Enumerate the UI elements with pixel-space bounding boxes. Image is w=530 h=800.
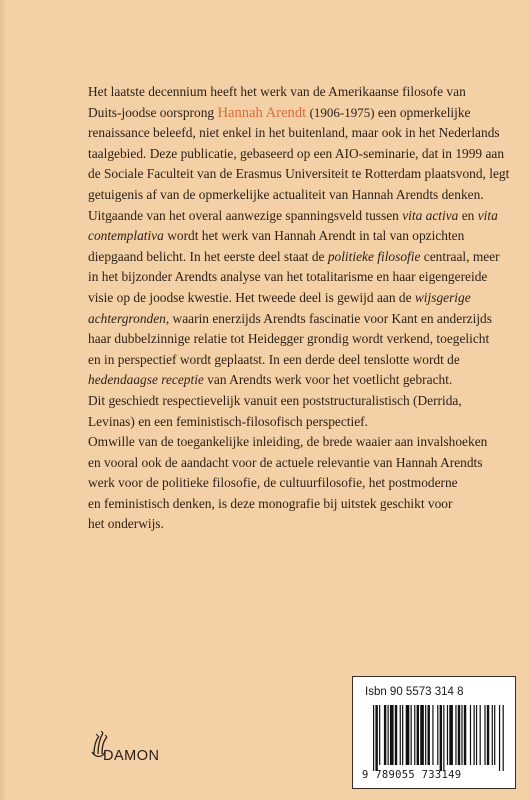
blurb-text: visie op de joodse kwestie. Het tweede deel is gewijd aan de [88,289,415,305]
barcode-bar [437,705,438,765]
barcode-bar [373,705,374,771]
barcode-bar [476,705,477,765]
italic-term: vita [477,207,498,223]
barcode-bar [402,705,403,765]
barcode-bar [440,705,442,771]
blurb-text: getuigenis af van de opmerkelijke actualiteit van Hannah Arendts denken. [88,186,484,202]
barcode-bar [384,705,386,765]
blurb-text: haar dubbelzinnige relatie tot Heidegger grondig wordt verkend, toegelicht [88,331,490,347]
blurb-text: het onderwijs. [88,516,164,532]
blurb-text: Dit geschiedt respectievelijk vanuit een poststructuralistisch (Derrida, [88,392,462,408]
barcode-bar [492,705,493,765]
blurb-line [88,309,503,330]
blurb-text: en vooral ook de aandacht voor de actuele relevantie van Hannah Arendts [88,454,483,470]
barcode-bar [461,705,462,765]
blurb-line [88,206,503,227]
isbn-barcode-box [352,676,516,789]
barcode-bar [395,705,397,765]
barcode-bar [455,705,456,765]
blurb-line [88,267,503,288]
barcode-bar [425,705,426,765]
italic-term: wijsgerige [414,289,471,305]
barcode-bar [379,705,380,765]
italic-term: hedendaagse receptie [88,372,204,388]
blurb-text: en [458,207,478,223]
blurb-line [88,412,503,433]
blurb-line [88,247,503,268]
back-cover-blurb [88,82,510,535]
barcode-bar [390,705,394,765]
blurb-text: , waarin enerzijds Arendts fascinatie voor Kant en anderzijds [165,310,492,326]
barcode [373,705,505,771]
blurb-text: een opmerkelijke [374,104,471,120]
blurb-text: de Sociale Faculteit van de Erasmus Universiteit te Rotterdam plaatsvond, legt [88,166,510,182]
blurb-line [88,432,503,453]
blurb-line [88,226,503,247]
barcode-bar [447,705,448,765]
barcode-bar [494,705,495,765]
barcode-bar [458,705,460,765]
blurb-line [88,350,503,371]
blurb-line [88,164,510,185]
barcode-bar [428,705,430,765]
blurb-text: en in perspectief wordt geplaatst. In een derde deel tenslotte wordt de [88,351,460,367]
author-name-highlight: Hannah Arendt [217,104,307,121]
blurb-line [88,494,503,515]
barcode-bar [417,705,419,765]
blurb-line [88,288,503,309]
barcode-bar [432,705,433,765]
barcode-bar [420,705,424,765]
blurb-text: Duits-joodse oorsprong [88,104,218,120]
blurb-text: centraal, meer [420,248,500,264]
barcode-bar [474,705,475,765]
blurb-line [88,514,503,535]
barcode-bar [375,705,377,771]
blurb-text: taalgebied. Deze publicatie, gebaseerd op een AIO-seminarie, dat in 1999 aan [88,145,505,161]
blurb-text: wordt het werk van Hannah Arendt in tal van opzichten [163,228,465,244]
barcode-bar [443,705,444,771]
blurb-text: Het laatste decennium heeft het werk van de Amerikaanse filosofe van [88,84,466,99]
barcode-bar [499,705,500,771]
blurb-text: van Arendts werk voor het voetlicht gebracht. [203,372,453,388]
barcode-bar [406,705,410,765]
barcode-bar [400,705,401,765]
italic-term: politieke filosofie [327,248,421,264]
barcode-bar [464,705,466,765]
blurb-line [88,391,503,412]
blurb-text: renaissance beleefd, niet enkel in het buitenland, maar ook in het Nederlands [88,125,500,141]
blurb-text: (1906-1975) [309,104,375,120]
blurb-line [88,329,503,350]
blurb-line [88,370,503,391]
blurb-line [88,185,503,206]
blurb-line [88,123,503,144]
barcode-bar [480,705,481,765]
blurb-text: Omwille van de toegankelijke inleiding, de brede waaier aan invalshoeken [88,434,488,450]
barcode-bar [487,705,489,765]
barcode-bar [388,705,389,765]
italic-term: contemplativa [88,228,164,244]
barcode-digits: 9 789055 733149 [362,769,462,781]
blurb-line [88,144,503,165]
barcode-bar [503,705,504,771]
isbn-label: Isbn 90 5573 314 8 [365,686,464,698]
barcode-bar [449,705,453,765]
blurb-line [88,453,503,474]
blurb-line [88,473,503,494]
blurb-text: en feministisch denken, is deze monografie bij uitstek geschikt voor [88,495,453,511]
barcode-bar [411,705,412,765]
italic-term: achtergronden [88,310,166,326]
italic-term: vita activa [402,207,459,223]
barcode-bar [414,705,415,765]
blurb-line [88,103,503,124]
publisher-name: DAMON [103,748,160,764]
blurb-text: Uitgaande van het overal aanwezige spanningsveld tussen [88,207,403,223]
blurb-text: in het bijzonder Arendts analyse van het totalitarisme en haar eigengereide [88,269,488,285]
blurb-line [88,82,503,103]
blurb-text: Levinas) en een feministisch-filosofisch perspectief. [88,413,368,429]
blurb-text: diepgaand belicht. In het eerste deel staat de [88,248,328,264]
barcode-bar [484,705,485,765]
blurb-text: werk voor de politieke filosofie, de cultuurfilosofie, het postmoderne [88,475,458,491]
barcode-bar [470,705,471,765]
spine-shadow [0,0,6,800]
